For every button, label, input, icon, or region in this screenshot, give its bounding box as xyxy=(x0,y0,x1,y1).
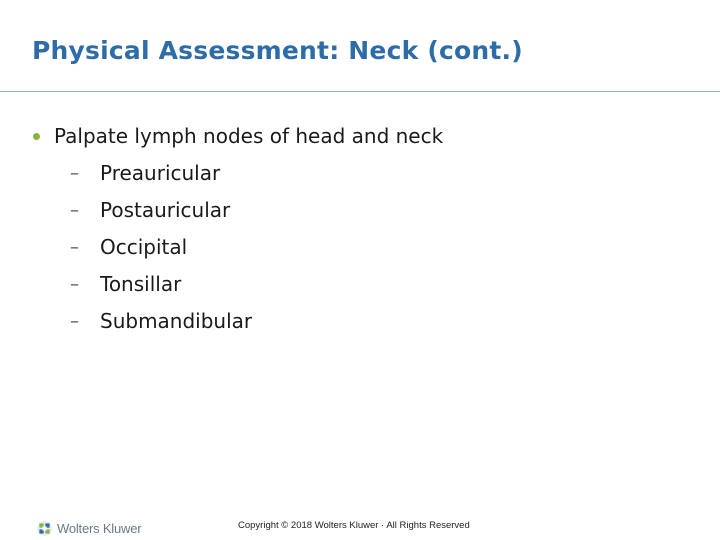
wolters-kluwer-logo-icon xyxy=(36,520,53,537)
dash-icon: – xyxy=(70,162,79,184)
dash-icon: – xyxy=(70,236,79,258)
slide-title: Physical Assessment: Neck (cont.) xyxy=(32,36,523,65)
bullet-dot-icon xyxy=(33,133,40,140)
sub-bullet-text: Postauricular xyxy=(100,198,231,222)
dash-icon: – xyxy=(70,310,79,332)
bullet-item xyxy=(30,122,690,150)
sub-bullet-text: Occipital xyxy=(100,235,188,259)
sub-bullet-item xyxy=(30,307,690,335)
sub-bullet-text: Submandibular xyxy=(100,309,253,333)
sub-bullet-list xyxy=(30,159,690,335)
sub-bullet-item xyxy=(30,233,690,261)
sub-bullet-text: Preauricular xyxy=(100,161,221,185)
sub-bullet-text: Tonsillar xyxy=(100,272,182,296)
footer-logo xyxy=(36,518,141,538)
logo-text: Wolters Kluwer xyxy=(57,520,142,536)
title-divider xyxy=(0,91,720,92)
dash-icon: – xyxy=(70,199,79,221)
bullet-text: Palpate lymph nodes of head and neck xyxy=(54,124,444,148)
sub-bullet-item xyxy=(30,196,690,224)
sub-bullet-item xyxy=(30,159,690,187)
dash-icon: – xyxy=(70,273,79,295)
copyright-notice: Copyright © 2018 Wolters Kluwer · All Rights Reserved xyxy=(238,520,470,531)
slide-content xyxy=(30,122,690,344)
sub-bullet-item xyxy=(30,270,690,298)
